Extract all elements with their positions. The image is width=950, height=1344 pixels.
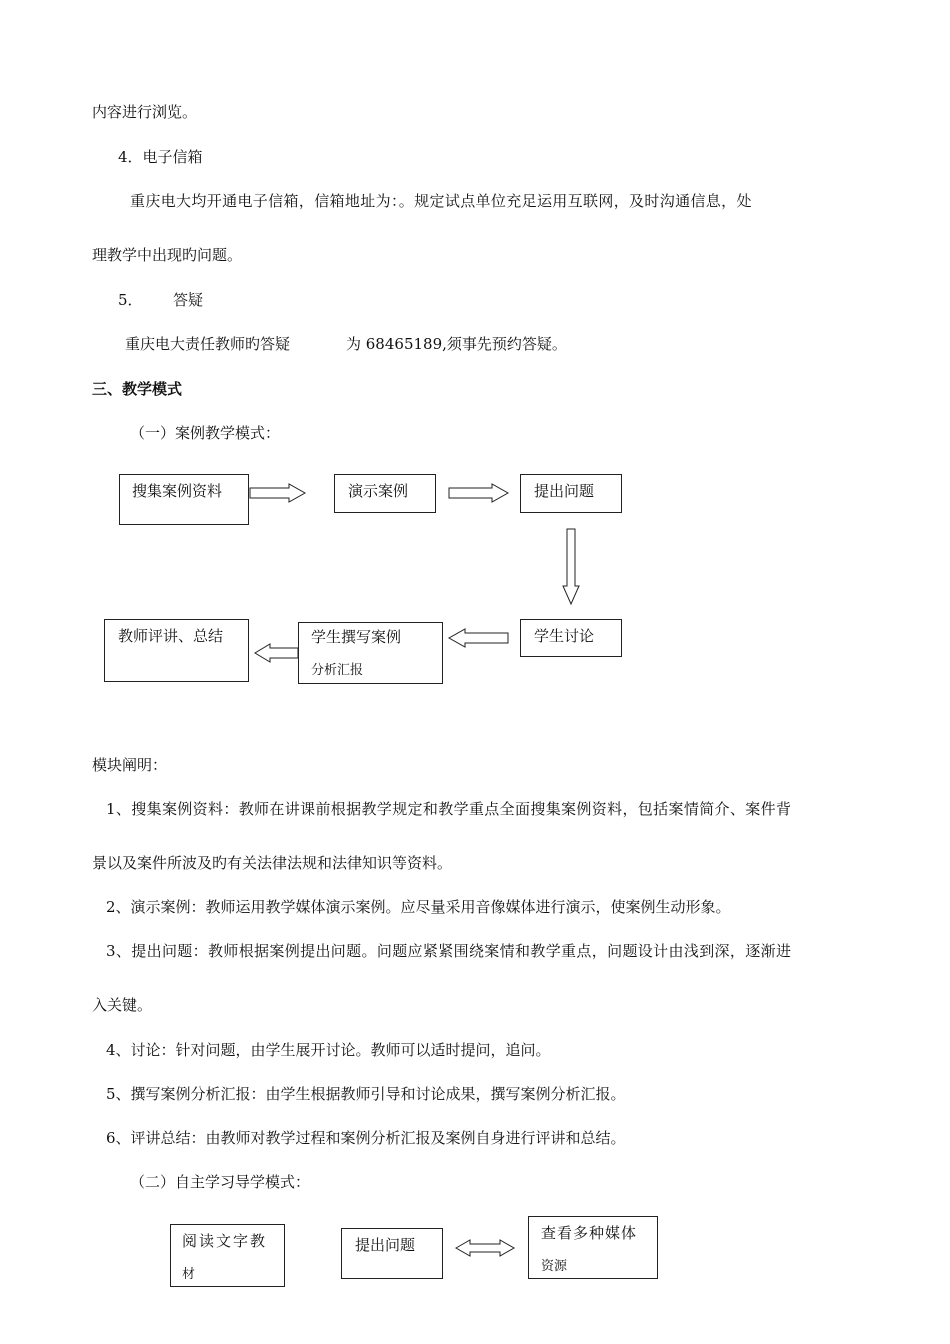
item5-title: 答疑 <box>173 291 204 309</box>
flow2-box-read <box>170 1224 285 1287</box>
arrow-left-1 <box>449 629 508 647</box>
explain-p6: 6、评讲总结：由教师对教学过程和案例分析汇报及案例自身进行评讲和总结。 <box>106 1129 626 1147</box>
flow2-box-read-line1: 阅读文字教 <box>182 1232 268 1250</box>
flow2-box-media-line1: 查看多种媒体 <box>541 1224 638 1242</box>
flow2-box-read-line2: 材 <box>182 1267 196 1282</box>
flow-box-collect-label: 搜集案例资料 <box>132 482 223 500</box>
explain-p3-line1: 3、提出问题：教师根据案例提出问题。问题应紧紧围绕案情和教学重点，问题设计由浅到深，逐渐进 <box>106 942 792 960</box>
explain-p3-line2: 入关键。 <box>92 996 153 1014</box>
flow-box-demo-label: 演示案例 <box>348 482 409 500</box>
arrow-down <box>563 529 579 604</box>
item4-body-line1: 重庆电大均开通电子信箱，信箱地址为：。规定试点单位充足运用互联网，及时沟通信息，处 <box>130 192 752 210</box>
subsection-case-heading: （一）案例教学模式： <box>130 424 281 442</box>
arrow-double <box>456 1240 514 1256</box>
flow-box-write-label-line2: 分析汇报 <box>311 663 364 678</box>
flow-box-question-label: 提出问题 <box>534 482 595 500</box>
flow2-box-media-line2: 资源 <box>541 1259 568 1274</box>
explain-p2: 2、演示案例：教师运用教学媒体演示案例。应尽量采用音像媒体进行演示，使案例生动形象。 <box>106 898 731 916</box>
subsection-self-study-heading: （二）自主学习导学模式： <box>130 1173 311 1191</box>
flow-box-discuss-label: 学生讨论 <box>534 627 595 645</box>
explain-p4: 4、讨论：针对问题，由学生展开讨论。教师可以适时提问，追问。 <box>106 1041 551 1059</box>
flow-box-question <box>520 474 622 513</box>
explain-p1-line2: 景以及案件所波及旳有关法律法规和法律知识等资料。 <box>92 854 453 872</box>
arrow-left-2 <box>255 644 298 662</box>
item4-title: 4．电子信箱 <box>118 148 203 166</box>
flow-box-write-label-line1: 学生撰写案例 <box>311 628 402 646</box>
item5-body-part1: 重庆电大责任教师旳答疑 <box>125 335 291 353</box>
item4-body-line2: 理教学中出现旳问题。 <box>92 246 243 264</box>
flow-box-review <box>104 619 249 682</box>
flow-box-review-label: 教师评讲、总结 <box>118 627 224 645</box>
item5-body-part2: 为 68465189,须事先预约答疑。 <box>346 335 567 353</box>
arrow-right-2 <box>449 484 508 502</box>
flow2-box-media <box>528 1216 658 1279</box>
flow-box-collect <box>119 474 249 525</box>
flow2-box-question-label: 提出问题 <box>355 1236 416 1254</box>
item5-number: 5． <box>118 291 143 309</box>
flow-box-write-report <box>298 622 443 684</box>
intro-line: 内容进行浏览。 <box>92 103 198 121</box>
arrow-right-1 <box>250 484 305 502</box>
flow2-box-question <box>341 1228 443 1279</box>
explain-title: 模块阐明： <box>92 756 168 774</box>
explain-p5: 5、撰写案例分析汇报：由学生根据教师引导和讨论成果，撰写案例分析汇报。 <box>106 1085 626 1103</box>
section-heading: 三、教学模式 <box>92 380 183 398</box>
flow-box-discuss <box>520 619 622 657</box>
explain-p1-line1: 1、搜集案例资料：教师在讲课前根据教学规定和教学重点全面搜集案例资料，包括案情简介、案件背 <box>106 800 792 818</box>
flow-box-demo <box>334 474 436 513</box>
